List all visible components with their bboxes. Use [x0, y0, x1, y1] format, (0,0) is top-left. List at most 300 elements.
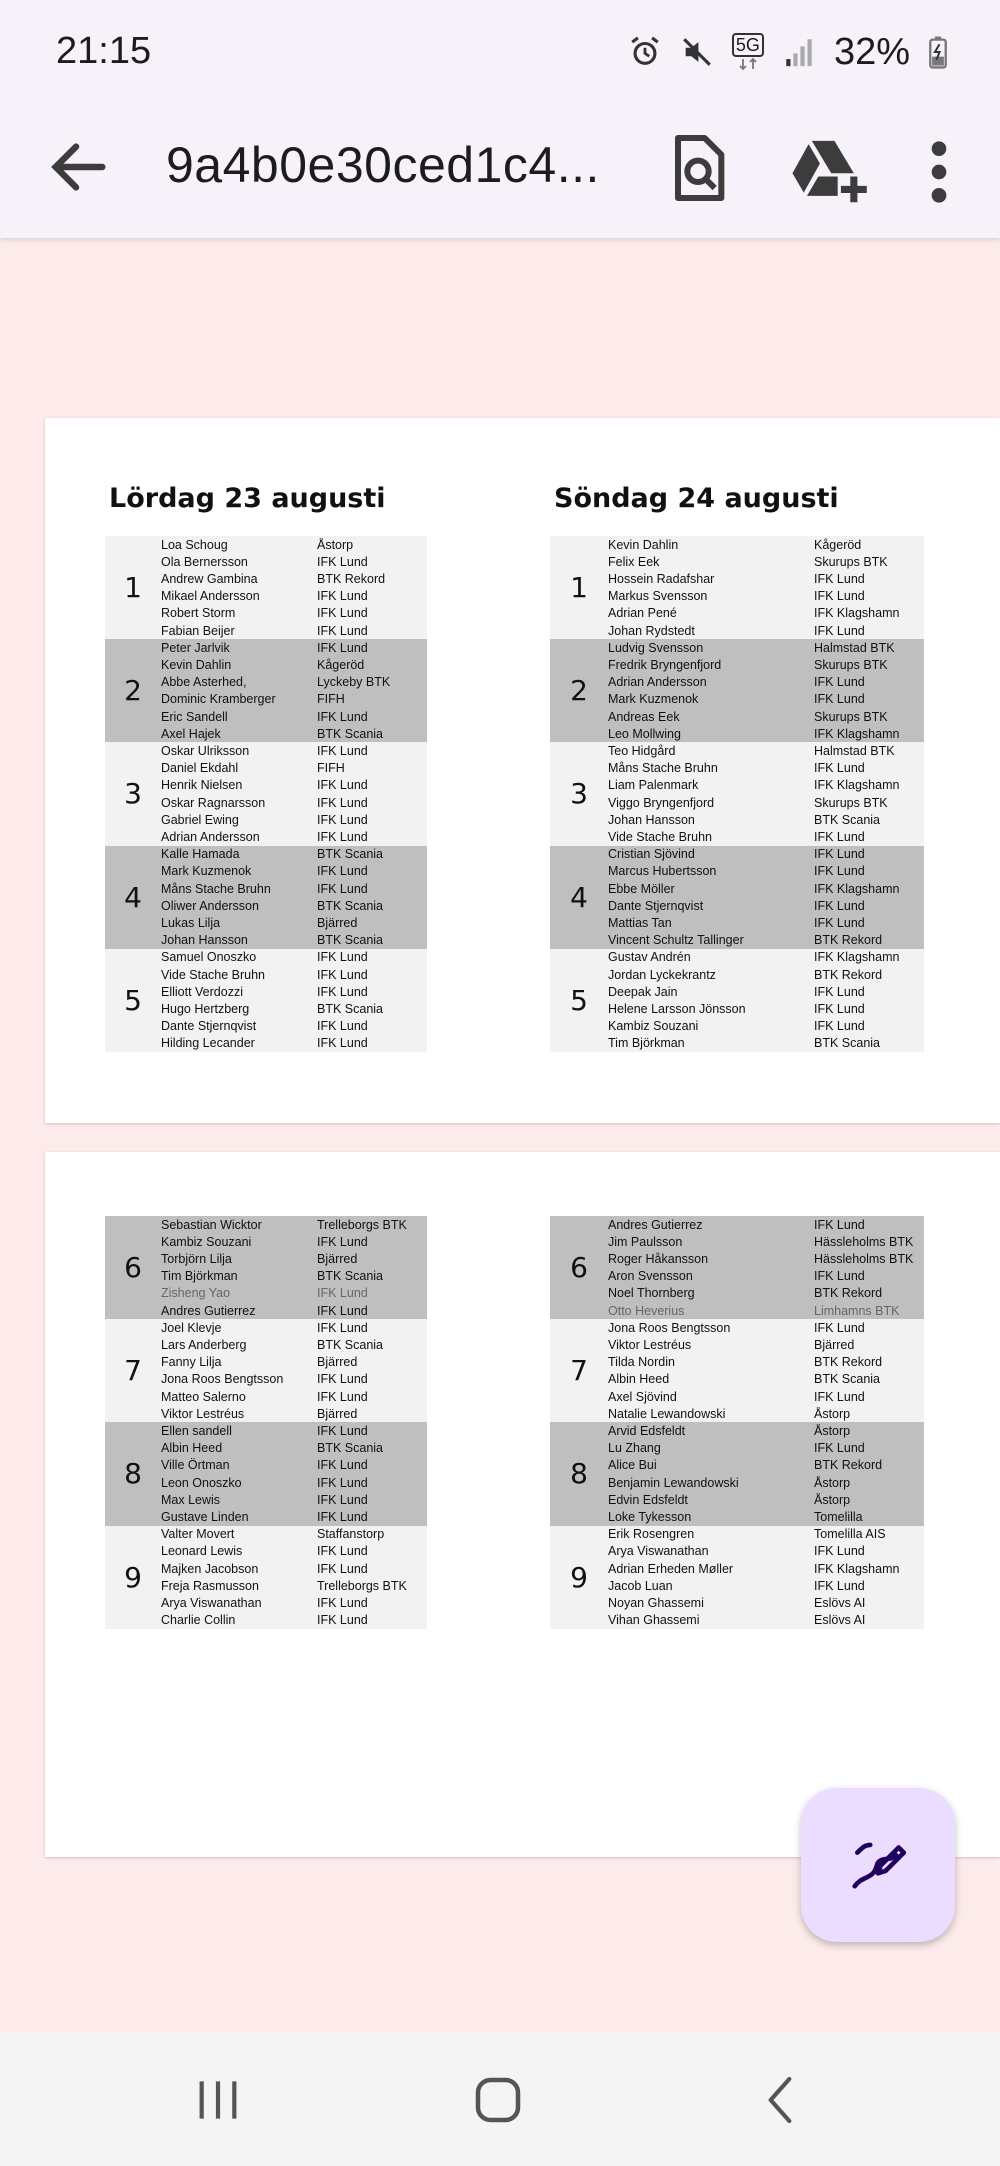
player-name: Natalie Lewandowski	[608, 1406, 726, 1421]
player-club: BTK Scania	[317, 1001, 384, 1016]
5g-icon: 5G	[732, 33, 764, 71]
table-row	[161, 1018, 427, 1035]
player-club: IFK Lund	[317, 1303, 368, 1318]
player-name: Felix Eek	[608, 554, 660, 569]
player-name: Jona Roos Bengtsson	[608, 1320, 731, 1335]
player-club: Bjärred	[317, 1406, 358, 1421]
player-name: Hossein Radafshar	[608, 571, 715, 586]
table-row	[161, 777, 427, 794]
document-page-1	[45, 418, 1000, 1123]
player-name: Ville Örtman	[161, 1458, 230, 1473]
group-9-saturday	[105, 1526, 427, 1629]
player-club: IFK Klagshamn	[814, 778, 900, 793]
table-row	[161, 1543, 427, 1560]
table-row	[608, 725, 924, 742]
player-name: Fanny Lilja	[161, 1355, 222, 1370]
table-row	[161, 1577, 427, 1594]
player-club: BTK Scania	[814, 812, 881, 827]
table-row	[608, 897, 924, 914]
player-name: Andres Gutierrez	[608, 1217, 703, 1232]
group-number: 5	[124, 983, 142, 1017]
group-number: 4	[124, 880, 142, 914]
player-club: IFK Lund	[317, 950, 368, 965]
player-name: Jordan Lyckekrantz	[608, 967, 716, 982]
player-name: Johan Hansson	[161, 933, 248, 948]
player-club: IFK Lund	[814, 589, 865, 604]
player-name: Majken Jacobson	[161, 1561, 259, 1576]
player-club: IFK Lund	[814, 571, 865, 586]
player-name: Albin Heed	[608, 1372, 670, 1387]
player-club: BTK Rekord	[814, 1286, 883, 1301]
group-number: 6	[570, 1251, 588, 1285]
player-name: Kevin Dahlin	[608, 537, 679, 552]
player-club: Limhamns BTK	[814, 1303, 900, 1318]
table-row	[161, 570, 427, 587]
table-row	[608, 1457, 924, 1474]
player-club: Kågeröd	[814, 537, 862, 552]
table-row	[161, 1233, 427, 1250]
player-name: Tim Björkman	[608, 1036, 685, 1051]
player-club: BTK Scania	[317, 1269, 384, 1284]
recent-apps-icon[interactable]	[190, 2072, 246, 2128]
player-club: IFK Lund	[814, 1217, 865, 1232]
table-row	[608, 1000, 924, 1017]
table-row	[608, 1594, 924, 1611]
player-club: IFK Klagshamn	[814, 881, 900, 896]
player-club: IFK Lund	[317, 1019, 368, 1034]
table-row	[608, 914, 924, 931]
table-row	[608, 1216, 924, 1233]
player-club: Eslövs AI	[814, 1613, 866, 1628]
group-8-sunday	[550, 1422, 924, 1525]
group-number: 4	[570, 880, 588, 914]
player-name: Kalle Hamada	[161, 847, 240, 862]
player-club: Bjärred	[317, 1355, 358, 1370]
table-row	[608, 1560, 924, 1577]
group-8-saturday	[105, 1422, 427, 1525]
group-number: 6	[124, 1251, 142, 1285]
player-name: Alice Bui	[608, 1458, 657, 1473]
document-title: 9a4b0e30ced1c4...	[166, 137, 600, 193]
player-name: Andres Gutierrez	[161, 1303, 256, 1318]
player-name: Viggo Bryngenfjord	[608, 795, 715, 810]
table-row	[161, 1268, 427, 1285]
player-club: Skurups BTK	[814, 795, 888, 810]
player-club: Åstorp	[814, 1423, 851, 1438]
player-club: IFK Lund	[814, 1544, 865, 1559]
player-name: Jim Paulsson	[608, 1234, 683, 1249]
table-row	[161, 863, 427, 880]
player-club: Tomelilla	[814, 1509, 863, 1524]
player-name: Lukas Lilja	[161, 915, 221, 930]
table-row	[608, 588, 924, 605]
more-vert-icon[interactable]	[916, 132, 962, 212]
player-name: Dominic Kramberger	[161, 692, 276, 707]
table-row	[608, 1577, 924, 1594]
back-arrow-icon[interactable]	[44, 132, 114, 202]
player-club: Åstorp	[317, 537, 354, 552]
player-name: Mattias Tan	[608, 915, 672, 930]
player-name: Lars Anderberg	[161, 1337, 247, 1352]
player-name: Vide Stache Bruhn	[608, 829, 713, 844]
player-club: BTK Rekord	[814, 1458, 883, 1473]
player-club: IFK Lund	[317, 795, 368, 810]
player-name: Noyan Ghassemi	[608, 1595, 704, 1610]
table-row	[608, 1035, 924, 1052]
player-club: IFK Lund	[814, 1019, 865, 1034]
player-club: IFK Lund	[317, 1475, 368, 1490]
player-name: Vihan Ghassemi	[608, 1613, 700, 1628]
table-row	[608, 777, 924, 794]
player-name: Loke Tykesson	[608, 1509, 692, 1524]
player-name: Tim Björkman	[161, 1269, 238, 1284]
group-number: 7	[124, 1354, 142, 1388]
home-icon[interactable]	[468, 2070, 528, 2130]
table-row	[608, 1388, 924, 1405]
player-club: BTK Rekord	[317, 571, 386, 586]
table-row	[161, 897, 427, 914]
table-row	[161, 1612, 427, 1629]
table-row	[608, 1354, 924, 1371]
player-club: IFK Lund	[814, 864, 865, 879]
table-row	[161, 588, 427, 605]
player-club: BTK Rekord	[814, 1355, 883, 1370]
table-row	[608, 1474, 924, 1491]
table-row	[161, 1035, 427, 1052]
table-row	[608, 1268, 924, 1285]
player-club: Halmstad BTK	[814, 743, 895, 758]
player-club: Trelleborgs BTK	[317, 1217, 407, 1232]
player-name: Johan Hansson	[608, 812, 695, 827]
table-row	[161, 1508, 427, 1525]
table-row	[161, 656, 427, 673]
player-club: IFK Lund	[317, 1423, 368, 1438]
player-club: IFK Lund	[317, 1544, 368, 1559]
table-row	[161, 1000, 427, 1017]
group-9-sunday	[550, 1526, 924, 1629]
group-6-saturday	[105, 1216, 427, 1319]
table-row	[161, 1354, 427, 1371]
player-club: IFK Lund	[814, 623, 865, 638]
player-name: Lu Zhang	[608, 1441, 661, 1456]
player-name: Sebastian Wicktor	[161, 1217, 262, 1232]
player-club: IFK Lund	[814, 692, 865, 707]
table-row	[161, 880, 427, 897]
player-name: Deepak Jain	[608, 984, 678, 999]
group-2-saturday	[105, 639, 427, 742]
player-name: Edvin Edsfeldt	[608, 1492, 688, 1507]
player-name: Abbe Asterhed,	[161, 675, 247, 690]
player-club: IFK Lund	[317, 640, 368, 655]
player-club: IFK Lund	[814, 1001, 865, 1016]
player-name: Adrian Pené	[608, 606, 677, 621]
player-name: Loa Schoug	[161, 537, 228, 552]
table-row	[608, 983, 924, 1000]
table-row	[161, 846, 427, 863]
group-3-sunday	[550, 742, 924, 845]
table-row	[608, 691, 924, 708]
player-name: Liam Palenmark	[608, 778, 699, 793]
player-club: IFK Lund	[814, 898, 865, 913]
table-row	[161, 1405, 427, 1422]
player-club: IFK Klagshamn	[814, 950, 900, 965]
player-name: Roger Håkansson	[608, 1251, 709, 1266]
table-row	[608, 639, 924, 656]
back-icon[interactable]	[760, 2072, 800, 2128]
table-row	[161, 725, 427, 742]
player-club: Lyckeby BTK	[317, 675, 391, 690]
player-name: Joel Klevje	[161, 1320, 222, 1335]
table-row	[608, 1250, 924, 1267]
player-club: FIFH	[317, 761, 345, 776]
player-club: BTK Scania	[317, 1441, 384, 1456]
table-row	[608, 828, 924, 845]
player-club: IFK Lund	[317, 967, 368, 982]
player-name: Andrew Gambina	[161, 571, 258, 586]
table-row	[608, 1336, 924, 1353]
group-2-sunday	[550, 639, 924, 742]
table-row	[608, 760, 924, 777]
table-row	[608, 1371, 924, 1388]
annotate-fab[interactable]	[801, 1788, 955, 1942]
player-club: IFK Lund	[317, 1286, 368, 1301]
group-number: 3	[124, 777, 142, 811]
table-row	[608, 1543, 924, 1560]
player-name: Arya Viswanathan	[608, 1544, 709, 1559]
table-row	[161, 1285, 427, 1302]
player-name: Leon Onoszko	[161, 1475, 242, 1490]
table-row	[161, 536, 427, 553]
player-name: Torbjörn Lilja	[161, 1251, 232, 1266]
table-row	[608, 1491, 924, 1508]
table-row	[608, 811, 924, 828]
player-club: IFK Lund	[317, 812, 368, 827]
table-row	[161, 1371, 427, 1388]
table-row	[161, 639, 427, 656]
table-row	[608, 1285, 924, 1302]
table-row	[161, 932, 427, 949]
player-name: Valter Movert	[161, 1527, 235, 1542]
group-5-sunday	[550, 949, 924, 1052]
player-name: Adrian Erheden Møller	[608, 1561, 734, 1576]
player-name: Arya Viswanathan	[161, 1595, 262, 1610]
group-1-sunday	[550, 536, 924, 639]
player-name: Markus Svensson	[608, 589, 708, 604]
player-name: Eric Sandell	[161, 709, 228, 724]
table-row	[161, 1336, 427, 1353]
player-name: Gustave Linden	[161, 1509, 249, 1524]
player-club: IFK Lund	[317, 1613, 368, 1628]
player-name: Gustav Andrén	[608, 950, 691, 965]
table-row	[608, 708, 924, 725]
player-name: Charlie Collin	[161, 1613, 236, 1628]
table-row	[161, 1491, 427, 1508]
table-row	[161, 828, 427, 845]
group-number: 9	[124, 1560, 142, 1594]
player-club: Hässleholms BTK	[814, 1251, 914, 1266]
player-name: Andreas Eek	[608, 709, 680, 724]
player-name: Dante Stjernqvist	[161, 1019, 257, 1034]
player-club: IFK Lund	[317, 623, 368, 638]
table-row	[608, 880, 924, 897]
table-row	[608, 742, 924, 759]
group-1-saturday	[105, 536, 427, 639]
player-name: Ebbe Möller	[608, 881, 675, 896]
alarm-icon	[628, 35, 662, 69]
player-club: IFK Lund	[814, 1441, 865, 1456]
battery-charging-icon	[928, 35, 948, 69]
drive-add-icon[interactable]	[786, 130, 870, 210]
table-row	[608, 794, 924, 811]
player-name: Albin Heed	[161, 1441, 223, 1456]
table-row	[608, 863, 924, 880]
player-name: Noel Thornberg	[608, 1286, 695, 1301]
player-name: Oskar Ragnarsson	[161, 795, 266, 810]
player-name: Adrian Andersson	[161, 829, 260, 844]
edit-annotate-icon	[847, 1832, 909, 1899]
table-row	[161, 983, 427, 1000]
table-row	[161, 1440, 427, 1457]
table-row	[608, 949, 924, 966]
table-row	[161, 1250, 427, 1267]
player-club: BTK Rekord	[814, 967, 883, 982]
player-club: IFK Lund	[317, 1036, 368, 1051]
table-row	[608, 1405, 924, 1422]
player-name: Fredrik Bryngenfjord	[608, 657, 722, 672]
player-name: Vincent Schultz Tallinger	[608, 933, 744, 948]
table-row	[608, 846, 924, 863]
player-club: Åstorp	[814, 1475, 851, 1490]
player-club: Åstorp	[814, 1492, 851, 1507]
player-name: Helene Larsson Jönsson	[608, 1001, 746, 1016]
table-row	[161, 1474, 427, 1491]
player-name: Zisheng Yao	[161, 1286, 231, 1301]
player-name: Mikael Andersson	[161, 589, 260, 604]
group-7-saturday	[105, 1319, 427, 1422]
table-row	[608, 1612, 924, 1629]
player-name: Oliwer Andersson	[161, 898, 259, 913]
player-name: Aron Svensson	[608, 1269, 693, 1284]
player-name: Oskar Ulriksson	[161, 743, 250, 758]
player-club: IFK Klagshamn	[814, 1561, 900, 1576]
player-name: Kevin Dahlin	[161, 657, 232, 672]
player-name: Viktor Lestréus	[608, 1337, 692, 1352]
player-name: Johan Rydstedt	[608, 623, 695, 638]
player-club: IFK Lund	[317, 1509, 368, 1524]
player-club: IFK Lund	[317, 589, 368, 604]
group-4-sunday	[550, 846, 924, 949]
player-club: IFK Klagshamn	[814, 606, 900, 621]
player-name: Kambiz Souzani	[161, 1234, 252, 1249]
group-number: 8	[124, 1457, 142, 1491]
app-bar	[0, 108, 1000, 238]
table-row	[161, 1422, 427, 1439]
player-club: BTK Rekord	[814, 933, 883, 948]
player-name: Mark Kuzmenok	[608, 692, 699, 707]
player-club: IFK Lund	[317, 984, 368, 999]
player-name: Daniel Ekdahl	[161, 761, 239, 776]
group-6-sunday	[550, 1216, 924, 1319]
player-club: IFK Lund	[317, 554, 368, 569]
player-name: Marcus Hubertsson	[608, 864, 717, 879]
table-row	[161, 1216, 427, 1233]
table-row	[608, 1319, 924, 1336]
player-club: Staffanstorp	[317, 1527, 385, 1542]
group-number: 9	[570, 1560, 588, 1594]
player-name: Arvid Edsfeldt	[608, 1423, 686, 1438]
navigation-bar	[0, 2032, 1000, 2166]
player-name: Gabriel Ewing	[161, 812, 239, 827]
table-row	[608, 536, 924, 553]
table-row	[608, 1508, 924, 1525]
player-club: Åstorp	[814, 1406, 851, 1421]
player-club: IFK Lund	[814, 829, 865, 844]
player-name: Freja Rasmusson	[161, 1578, 259, 1593]
player-club: IFK Lund	[814, 915, 865, 930]
player-club: IFK Lund	[317, 606, 368, 621]
player-club: IFK Lund	[317, 881, 368, 896]
mute-icon	[680, 35, 714, 69]
table-row	[161, 811, 427, 828]
table-row	[608, 553, 924, 570]
player-club: IFK Lund	[814, 1320, 865, 1335]
player-club: IFK Lund	[317, 1389, 368, 1404]
player-club: Tomelilla AIS	[814, 1527, 886, 1542]
player-club: Bjärred	[317, 1251, 358, 1266]
player-name: Måns Stache Bruhn	[608, 761, 718, 776]
signal-icon	[782, 35, 816, 69]
player-club: IFK Klagshamn	[814, 726, 900, 741]
player-club: BTK Scania	[317, 726, 384, 741]
player-name: Henrik Nielsen	[161, 778, 243, 793]
table-row	[608, 656, 924, 673]
player-name: Robert Storm	[161, 606, 236, 621]
table-row	[161, 674, 427, 691]
table-row	[608, 1526, 924, 1543]
group-number: 2	[124, 674, 142, 708]
player-club: IFK Lund	[814, 984, 865, 999]
group-number: 7	[570, 1354, 588, 1388]
player-club: Skurups BTK	[814, 657, 888, 672]
player-club: IFK Lund	[317, 778, 368, 793]
player-name: Teo Hidgård	[608, 743, 676, 758]
player-club: BTK Scania	[317, 847, 384, 862]
player-name: Benjamin Lewandowski	[608, 1475, 739, 1490]
player-name: Matteo Salerno	[161, 1389, 246, 1404]
table-row	[161, 1560, 427, 1577]
table-row	[608, 1440, 924, 1457]
player-club: IFK Lund	[317, 1458, 368, 1473]
player-club: Hässleholms BTK	[814, 1234, 914, 1249]
player-name: Cristian Sjövind	[608, 847, 695, 862]
status-bar	[0, 0, 1000, 108]
find-in-page-icon[interactable]	[658, 128, 738, 208]
player-name: Ola Bernersson	[161, 554, 248, 569]
table-row	[161, 1388, 427, 1405]
group-5-saturday	[105, 949, 427, 1052]
player-name: Kambiz Souzani	[608, 1019, 699, 1034]
group-7-sunday	[550, 1319, 924, 1422]
player-club: IFK Lund	[317, 829, 368, 844]
group-4-saturday	[105, 846, 427, 949]
table-row	[161, 914, 427, 931]
table-row	[608, 605, 924, 622]
player-club: Eslövs AI	[814, 1595, 866, 1610]
table-row	[161, 949, 427, 966]
group-number: 5	[570, 983, 588, 1017]
player-club: IFK Lund	[814, 1389, 865, 1404]
player-club: FIFH	[317, 692, 345, 707]
